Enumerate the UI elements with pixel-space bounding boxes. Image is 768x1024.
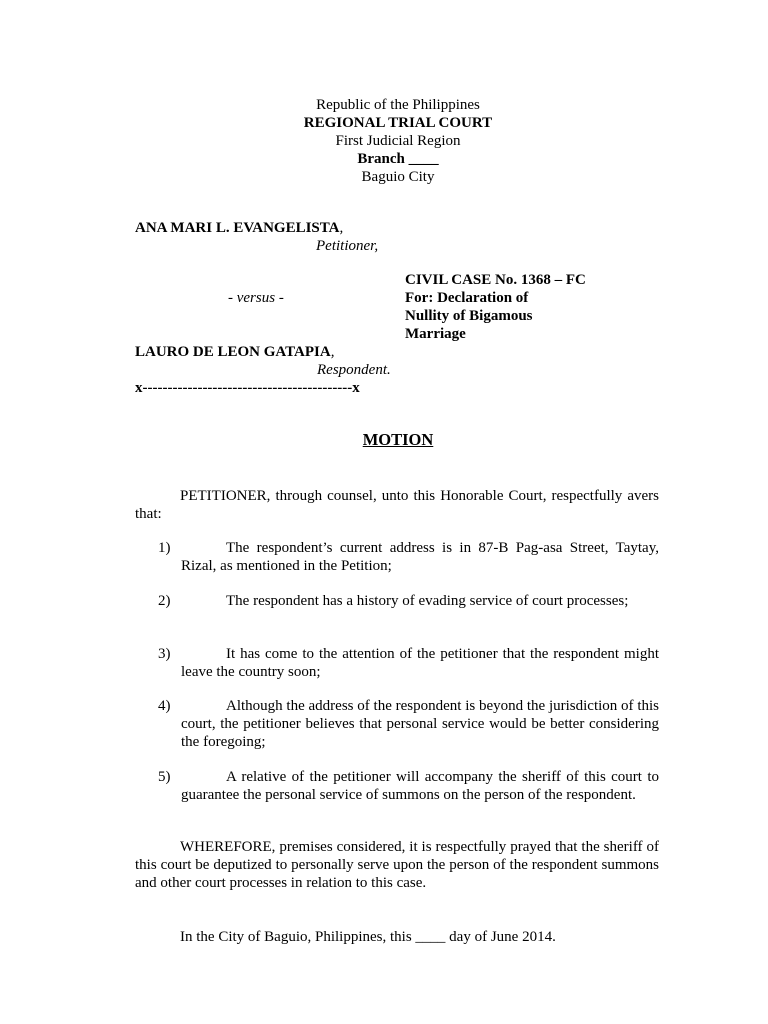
item-number: 3) [158,646,171,662]
list-item [135,592,659,610]
header-court: REGIONAL TRIAL COURT [303,115,493,131]
item-number: 4) [158,698,171,714]
case-for-line3: Marriage [405,326,466,342]
header-city: Baguio City [361,169,435,185]
petitioner-name: ANA MARI L. EVANGELISTA, [135,220,344,236]
list-item [135,697,659,751]
closing-line: In the City of Baguio, Philippines, this ____ day of June 2014. [180,929,556,945]
court-header [0,96,768,186]
header-republic: Republic of the Philippines [316,97,480,113]
list-item [135,645,659,681]
header-region: First Judicial Region [335,133,461,149]
item-text: A relative of the petitioner will accompany the sheriff of this court to guarantee the personal service of summons on the person of the respondent. [181,769,659,803]
item-text: Although the address of the respondent is beyond the jurisdiction of this court, the petitioner believes that personal service would be better considering the foregoing; [181,698,659,750]
case-for-line2: Nullity of Bigamous [405,308,533,324]
item-number: 2) [158,593,171,609]
respondent-name: LAURO DE LEON GATAPIA, [135,344,335,360]
versus-label: - versus - [228,290,284,306]
case-for-line1: For: Declaration of [405,290,529,306]
list-item [135,539,659,575]
petitioner-role: Petitioner, [316,238,379,254]
case-number: CIVIL CASE No. 1368 – FC [405,272,586,288]
list-item [135,768,659,804]
item-text: The respondent’s current address is in 87-B Pag-asa Street, Taytay, Rizal, as mentioned in the Petition; [181,540,659,574]
item-text: The respondent has a history of evading service of court processes; [226,593,629,609]
prayer-paragraph: WHEREFORE, premises considered, it is respectfully prayed that the sheriff of this court be deputized to personally serve upon the person of the respondent summons and other court processes in relation to this case. [135,839,659,891]
respondent-role: Respondent. [317,362,391,378]
item-text: It has come to the attention of the petitioner that the respondent might leave the country soon; [181,646,659,680]
motion-title: MOTION [362,430,434,449]
caption-separator: x------------------------------------------x [135,380,360,396]
item-number: 1) [158,540,171,556]
intro-paragraph: PETITIONER, through counsel, unto this Honorable Court, respectfully avers that: [135,488,659,522]
item-number: 5) [158,769,171,785]
header-branch: Branch ____ [357,151,439,167]
